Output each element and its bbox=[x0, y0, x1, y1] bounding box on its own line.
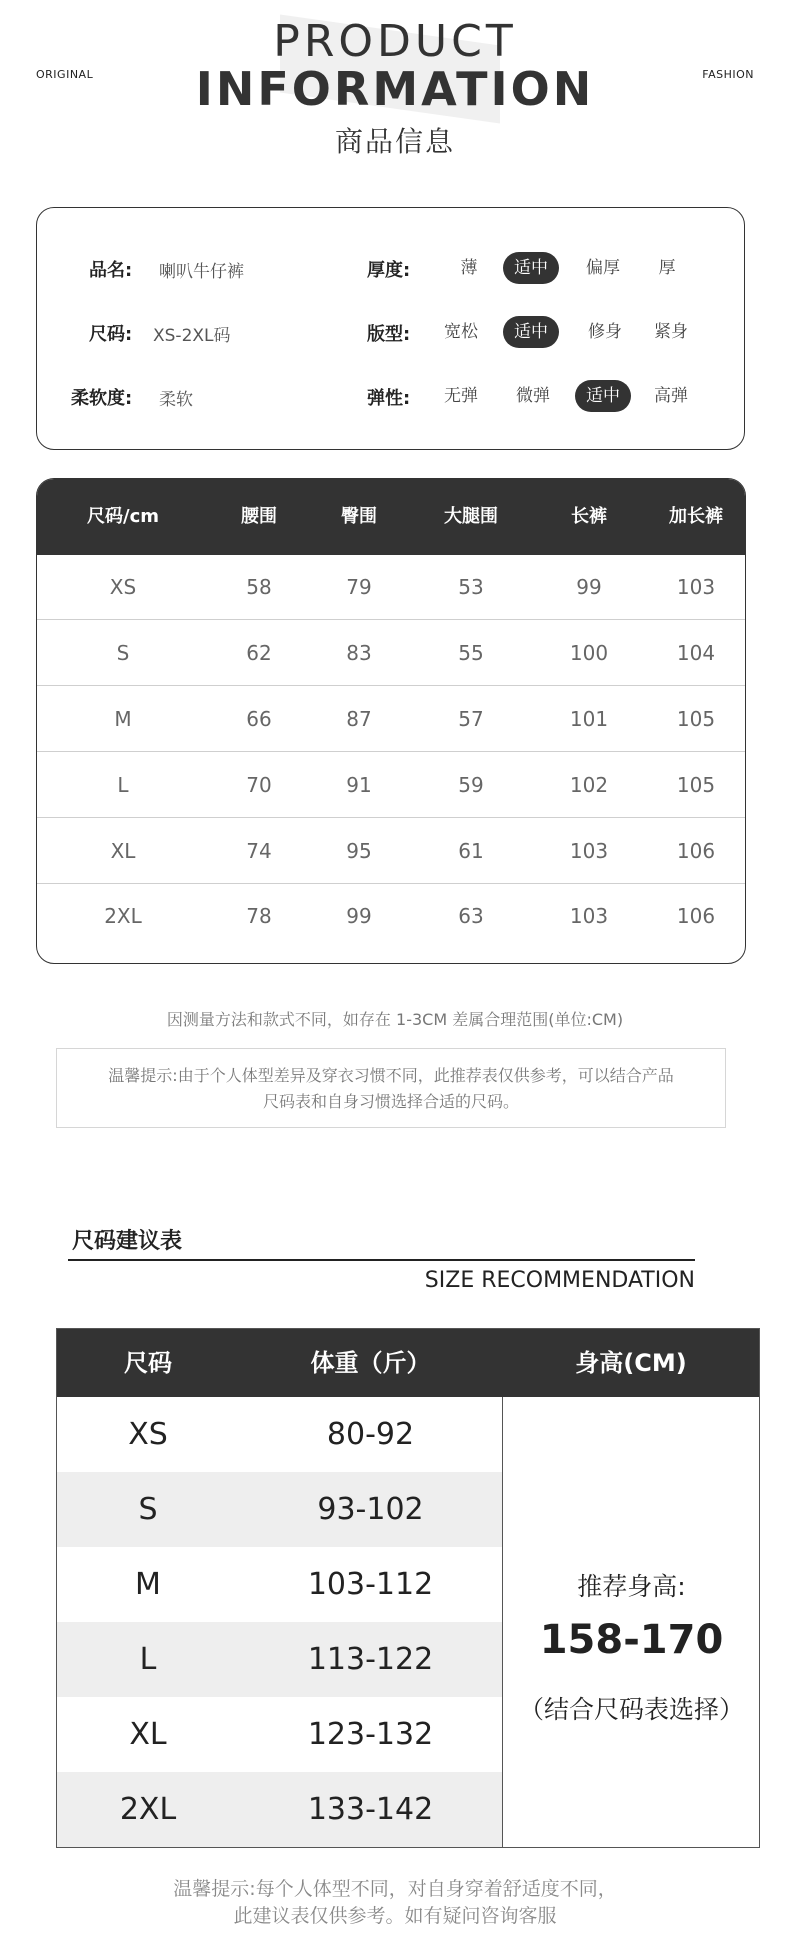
rec-header-cell: 体重（斤） bbox=[310, 1349, 431, 1377]
rec-header-cell: 身高(CM) bbox=[575, 1349, 687, 1377]
measurement-cell: 103 bbox=[569, 904, 609, 928]
rec-header-cell: 尺码 bbox=[124, 1349, 172, 1377]
table-row bbox=[57, 1397, 502, 1472]
softness-label: 柔软度: bbox=[71, 388, 133, 409]
attr-row-2 bbox=[37, 312, 744, 352]
measurement-cell: 83 bbox=[346, 641, 372, 665]
fit-option-selected: 适中 bbox=[503, 316, 559, 348]
thickness-label: 厚度: bbox=[367, 260, 411, 281]
fit-label: 版型: bbox=[367, 324, 411, 345]
attr-row-3 bbox=[37, 376, 744, 416]
fit-option: 宽松 bbox=[444, 322, 478, 342]
measurement-cell: 103 bbox=[676, 575, 716, 599]
measurement-cell: 70 bbox=[246, 773, 272, 797]
measurement-cell: 57 bbox=[458, 707, 484, 731]
table-row bbox=[57, 1547, 502, 1622]
measurement-cell: 103 bbox=[569, 839, 609, 863]
footer-note bbox=[0, 1876, 790, 1930]
table-row bbox=[37, 884, 745, 949]
recommendation-table bbox=[56, 1328, 760, 1848]
elasticity-option: 微弹 bbox=[516, 386, 550, 406]
measurement-cell: 99 bbox=[576, 575, 602, 599]
rec-weight-cell: 123-132 bbox=[307, 1717, 434, 1752]
measurement-cell: 101 bbox=[569, 707, 609, 731]
size-cell: XL bbox=[110, 839, 136, 863]
measurement-cell: 102 bbox=[569, 773, 609, 797]
header bbox=[0, 0, 790, 170]
measurement-cell: 63 bbox=[458, 904, 484, 928]
measurement-cell: 106 bbox=[676, 904, 716, 928]
table-row bbox=[37, 687, 745, 752]
elasticity-label: 弹性: bbox=[367, 388, 411, 409]
title-line2: INFORMATION bbox=[195, 62, 595, 116]
rec-size-cell: S bbox=[138, 1492, 158, 1527]
attr-row-1 bbox=[37, 248, 744, 288]
measurement-cell: 104 bbox=[676, 641, 716, 665]
header-left-tag: ORIGINAL bbox=[36, 68, 94, 81]
header-cell: 尺码/cm bbox=[87, 506, 159, 527]
name-label: 品名: bbox=[89, 260, 133, 281]
measurement-cell: 78 bbox=[246, 904, 272, 928]
fit-option: 紧身 bbox=[654, 322, 688, 342]
measure-note: 因测量方法和款式不同，如存在 1-3CM 差属合理范围(单位:CM) bbox=[166, 1010, 624, 1029]
rec-divider bbox=[68, 1259, 695, 1261]
size-cell: 2XL bbox=[104, 904, 142, 928]
height-label: 推荐身高: bbox=[577, 1572, 686, 1601]
rec-weight-cell: 80-92 bbox=[326, 1417, 415, 1452]
footer-line2: 此建议表仅供参考。如有疑问咨询客服 bbox=[233, 1905, 557, 1927]
size-cell: S bbox=[116, 641, 130, 665]
size-table bbox=[36, 478, 746, 964]
measurement-cell: 91 bbox=[346, 773, 372, 797]
rec-size-cell: L bbox=[139, 1642, 157, 1677]
name-value: 喇叭牛仔裤 bbox=[159, 262, 244, 282]
height-note: （结合尺码表选择） bbox=[518, 1695, 744, 1724]
table-row bbox=[57, 1622, 502, 1697]
title-cn: 商品信息 bbox=[334, 125, 455, 158]
table-row bbox=[57, 1472, 502, 1547]
attribute-box bbox=[36, 207, 745, 450]
measurement-cell: 55 bbox=[458, 641, 484, 665]
measurement-cell: 105 bbox=[676, 707, 716, 731]
measurement-cell: 87 bbox=[346, 707, 372, 731]
measurement-cell: 53 bbox=[458, 575, 484, 599]
rec-size-cell: XS bbox=[128, 1417, 168, 1452]
rec-title: 尺码建议表 bbox=[72, 1229, 183, 1254]
rec-weight-cell: 93-102 bbox=[317, 1492, 424, 1527]
tip-line2: 尺码表和自身习惯选择合适的尺码。 bbox=[262, 1092, 519, 1111]
measurement-cell: 61 bbox=[458, 839, 484, 863]
measurement-cell: 58 bbox=[246, 575, 272, 599]
tip-line1: 温馨提示:由于个人体型差异及穿衣习惯不同，此推荐表仅供参考，可以结合产品 bbox=[108, 1066, 674, 1085]
rec-weight-cell: 113-122 bbox=[307, 1642, 434, 1677]
tip-box bbox=[56, 1048, 726, 1128]
measurement-cell: 59 bbox=[458, 773, 484, 797]
table-row bbox=[37, 753, 745, 818]
recommended-height-panel bbox=[503, 1397, 760, 1848]
rec-table-header bbox=[57, 1329, 759, 1397]
size-cell: M bbox=[114, 707, 132, 731]
size-cell: L bbox=[117, 773, 129, 797]
measurement-cell: 95 bbox=[346, 839, 372, 863]
measurement-cell: 105 bbox=[676, 773, 716, 797]
table-row bbox=[57, 1697, 502, 1772]
rec-size-cell: XL bbox=[129, 1717, 167, 1752]
title-line1: PRODUCT bbox=[273, 16, 517, 67]
thickness-option: 薄 bbox=[460, 258, 478, 278]
table-row bbox=[37, 555, 745, 620]
measurement-cell: 62 bbox=[246, 641, 272, 665]
header-cell: 长裤 bbox=[571, 506, 607, 527]
rec-subtitle: SIZE RECOMMENDATION bbox=[424, 1268, 695, 1293]
measurement-cell: 100 bbox=[569, 641, 609, 665]
rec-size-cell: 2XL bbox=[119, 1792, 177, 1827]
rec-weight-cell: 133-142 bbox=[307, 1792, 434, 1827]
measurement-cell: 79 bbox=[346, 575, 372, 599]
size-label: 尺码: bbox=[89, 324, 133, 345]
size-value: XS-2XL码 bbox=[153, 326, 231, 346]
header-cell: 臀围 bbox=[341, 506, 377, 527]
fit-option: 修身 bbox=[588, 322, 622, 342]
measurement-cell: 106 bbox=[676, 839, 716, 863]
measurement-cell: 74 bbox=[246, 839, 272, 863]
header-right-tag: FASHION bbox=[702, 68, 754, 81]
table-row bbox=[37, 819, 745, 884]
measurement-cell: 99 bbox=[346, 904, 372, 928]
thickness-option: 厚 bbox=[658, 258, 676, 278]
table-row bbox=[57, 1772, 502, 1847]
size-table-header bbox=[37, 479, 745, 555]
measurement-cell: 66 bbox=[246, 707, 272, 731]
table-row bbox=[37, 621, 745, 686]
elasticity-option: 高弹 bbox=[654, 386, 688, 406]
softness-value: 柔软 bbox=[159, 390, 193, 410]
size-cell: XS bbox=[109, 575, 137, 599]
elasticity-option: 无弹 bbox=[444, 386, 478, 406]
footer-line1: 温馨提示:每个人体型不同，对自身穿着舒适度不同， bbox=[173, 1878, 617, 1900]
header-cell: 加长裤 bbox=[669, 506, 723, 527]
rec-size-cell: M bbox=[135, 1567, 161, 1602]
elasticity-option-selected: 适中 bbox=[575, 380, 631, 412]
thickness-option-selected: 适中 bbox=[503, 252, 559, 284]
height-value: 158-170 bbox=[539, 1617, 724, 1663]
header-cell: 大腿围 bbox=[444, 506, 498, 527]
thickness-option: 偏厚 bbox=[586, 258, 620, 278]
rec-weight-cell: 103-112 bbox=[307, 1567, 434, 1602]
header-cell: 腰围 bbox=[241, 506, 277, 527]
